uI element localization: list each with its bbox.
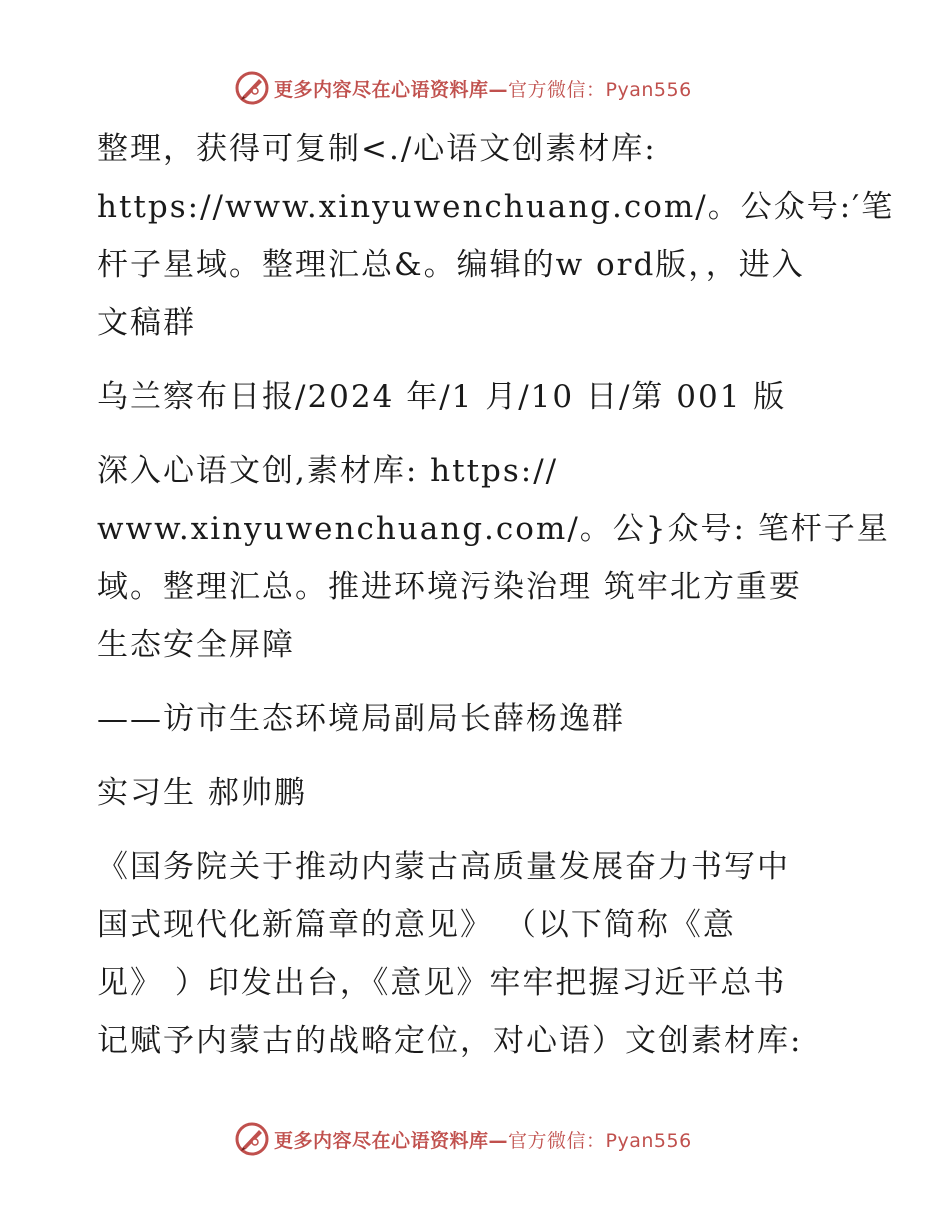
byline: 实习生 郝帅鹏: [97, 775, 307, 811]
watermark-text: 更多内容尽在心语资料库—官方微信：Pyan556: [274, 1129, 692, 1152]
pen-logo-icon: [234, 70, 270, 106]
document-body: [97, 120, 895, 1070]
text-line: www.xinyuwenchuang.com/。公}众号: 笔杆子星: [97, 511, 890, 547]
article-title: 域。整理汇总。推进环境污染治理 筑牢北方重要: [97, 569, 802, 605]
text-line: 杆子星域。整理汇总&。编辑的w ord版，，进入: [97, 247, 805, 283]
text-line: 文稿群: [97, 305, 196, 341]
text-line: 《国务院关于推动内蒙古高质量发展奋力书写中: [97, 849, 790, 885]
text-line: https://www.xinyuwenchuang.com/。公众号:′笔: [97, 189, 895, 225]
text-line: 记赋予内蒙古的战略定位，对心语）文创素材库:: [97, 1023, 803, 1059]
text-line: 国式现代化新篇章的意见》 （以下简称《意: [97, 907, 736, 943]
header-watermark: [234, 70, 692, 106]
text-line: 深入心语文创,素材库: https://: [97, 453, 559, 489]
article-subtitle: ——访市生态环境局副局长薛杨逸群: [97, 701, 625, 737]
footer-watermark: [234, 1121, 692, 1157]
article-title: 生态安全屏障: [97, 627, 295, 663]
text-line: 整理，获得可复制<./心语文创素材库:: [97, 131, 657, 167]
watermark-text: 更多内容尽在心语资料库—官方微信：Pyan556: [274, 78, 692, 101]
pen-logo-icon: [234, 1121, 270, 1157]
source-line: 乌兰察布日报/2024 年/1 月/10 日/第 001 版: [97, 379, 787, 415]
text-line: 见》 ）印发出台，《意见》牢牢把握习近平总书: [97, 965, 787, 1001]
